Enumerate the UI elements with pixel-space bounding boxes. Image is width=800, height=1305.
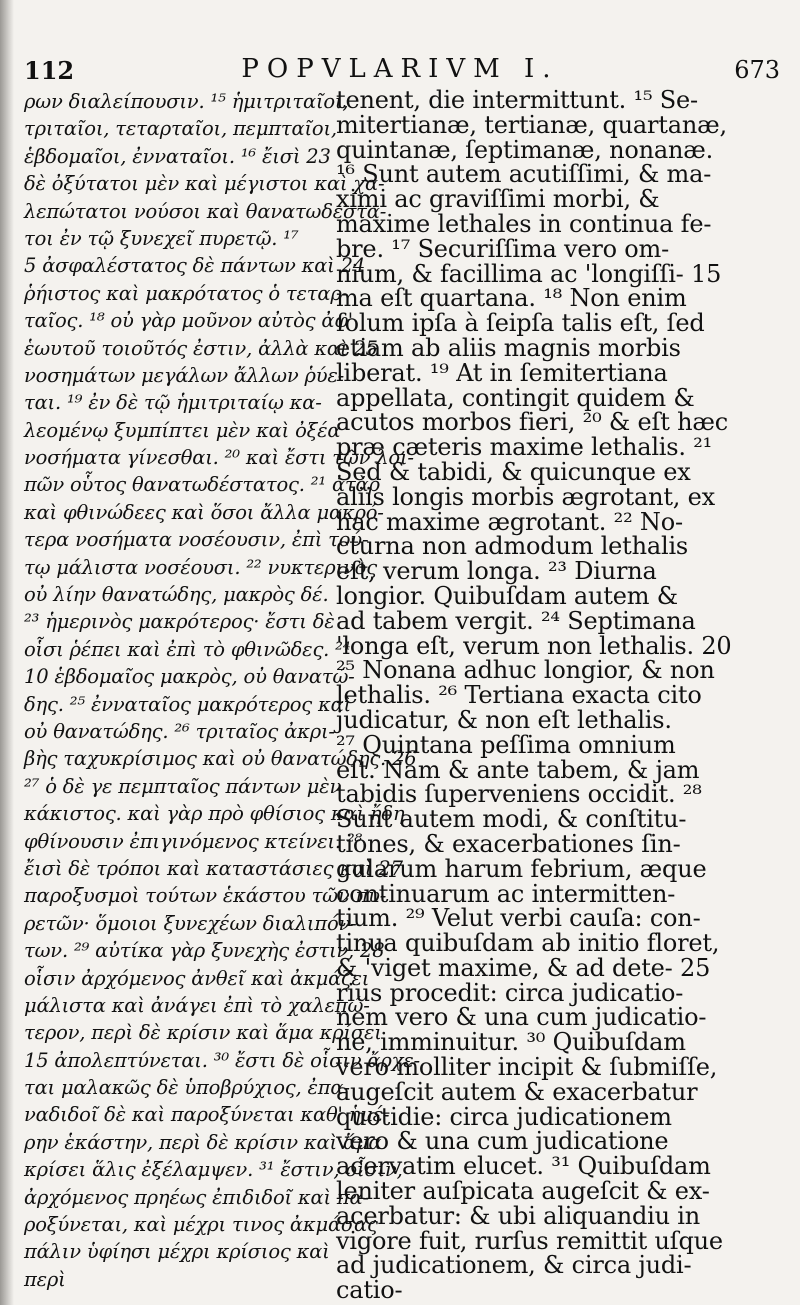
spine-shadow xyxy=(0,0,14,1305)
latin-text-line: acervatim elucet. ³¹ Quibuſdam xyxy=(336,1152,711,1181)
latin-text-line: eſt, verum longa. ²³ Diurna xyxy=(336,557,657,586)
greek-text-line: ἀρχόμενος πρηέως ἐπιδιδοῖ καὶ πα- xyxy=(24,1185,369,1209)
latin-text-line: vigore fuit, rurſus remittit uſque xyxy=(336,1226,723,1255)
latin-text-line: vero & una cum judicatione xyxy=(336,1127,669,1156)
latin-text-line: tiones, & exacerbationes ſin- xyxy=(336,829,681,858)
latin-text-line: catio- xyxy=(336,1276,403,1305)
latin-text-line: ximi ac graviſſimi morbi, & xyxy=(336,185,660,214)
latin-text-line: mitertianæ, tertianæ, quartanæ, xyxy=(336,110,727,139)
greek-text-line: ταῖος. ¹⁸ οὐ γὰρ μοῦνον αὐτὸς ἀφ' xyxy=(24,309,353,333)
latin-text-line: ne, imminuitur. ³⁰ Quibuſdam xyxy=(336,1028,686,1057)
greek-text-line: οὐ θανατώδης. ²⁶ τριταῖος ἀκρι- xyxy=(24,719,335,743)
latin-text-line: ad judicationem, & circa judi- xyxy=(336,1251,692,1280)
greek-text-line: τῳ μάλιστα νοσέουσι. ²² νυκτερινὸς xyxy=(24,555,377,579)
latin-text-line: nium, & facillima ac 'longiſſi- 15 xyxy=(336,259,722,288)
latin-text-line: acerbatur: & ubi aliquandiu in xyxy=(336,1201,701,1230)
greek-text-line: οὐ λίην θανατώδης, μακρὸς δέ. xyxy=(24,583,329,607)
latin-text-line: maxime lethales in continua fe- xyxy=(336,209,712,238)
greek-text-line: καὶ φθινώδεες καὶ ὅσοι ἄλλα μακρό- xyxy=(24,500,384,524)
latin-text-line: Sed & tabidi, & quicunque ex xyxy=(336,457,691,486)
greek-text-line: ρων διαλείπουσιν. ¹⁵ ἡμιτριταῖοι, xyxy=(24,90,349,113)
latin-text-line: nem vero & una cum judicatio- xyxy=(336,1003,707,1032)
greek-text-line: ται. ¹⁹ ἐν δὲ τῷ ἡμιτριταίῳ κα- xyxy=(24,391,322,415)
latin-text-line: augeſcit autem & exacerbatur xyxy=(336,1077,698,1106)
greek-text-line: πάλιν ὑφίησι μέχρι κρίσιος καὶ xyxy=(24,1240,330,1264)
greek-text-line: τριταῖοι, τεταρταῖοι, πεμπταῖοι, xyxy=(24,117,337,141)
greek-text-line: περὶ xyxy=(24,1267,66,1291)
latin-text-line: præ cæteris maxime lethalis. ²¹ xyxy=(336,433,713,462)
latin-text-line: continuarum ac intermitten- xyxy=(336,879,676,908)
latin-text-line: bre. ¹⁷ Securiſſima vero om- xyxy=(336,234,670,263)
greek-text-line: βὴς ταχυκρίσιμος καὶ οὐ θανατώδης. 26 xyxy=(24,747,417,771)
greek-text-line: λεπώτατοι νούσοι καὶ θανατωδέστα- xyxy=(24,199,387,223)
latin-text-line: 'longa eſt, verum non lethalis. 20 xyxy=(336,631,732,660)
page-header xyxy=(0,48,800,88)
greek-text-line: παροξυσμοὶ τούτων ἑκάστου τῶν πυ- xyxy=(24,884,387,908)
latin-text-line: appellata, contingit quidem & xyxy=(336,383,695,412)
left-page-number: 112 xyxy=(24,56,75,85)
latin-text-line: & 'viget maxime, & ad dete- 25 xyxy=(336,953,711,982)
latin-text-line: ſolum ipſa à ſeipſa talis eſt, ſed xyxy=(336,309,705,338)
greek-text-line: 5 ἀσφαλέστατος δὲ πάντων καὶ 24 xyxy=(24,254,366,278)
greek-text-line: οἷσιν ἀρχόμενος ἀνθεῖ καὶ ἀκμάζει xyxy=(24,966,370,990)
latin-text-line: ¹⁶ Sunt autem acutiſſimi, & ma- xyxy=(336,160,712,189)
latin-text-line: ad tabem vergit. ²⁴ Septimana xyxy=(336,606,696,635)
greek-text-line: τερα νοσήματα νοσέουσιν, ἐπὶ τού- xyxy=(24,528,369,552)
latin-text-line: ²⁵ Nonana adhuc longior, & non xyxy=(336,656,715,685)
greek-text-line: 15 ἀπολεπτύνεται. ³⁰ ἔστι δὲ οἷσιν ἄρχε- xyxy=(24,1048,420,1072)
greek-text-line: πῶν οὗτος θανατωδέστατος. ²¹ ἀτὰρ xyxy=(24,473,380,497)
greek-text-line: τερον, περὶ δὲ κρίσιν καὶ ἅμα κρίσει xyxy=(24,1021,382,1045)
latin-text-line: Sunt autem modi, & conſtitu- xyxy=(336,805,687,834)
latin-text-line: eſt. Nam & ante tabem, & jam xyxy=(336,755,700,784)
latin-text-line: judicatur, & non eſt lethalis. xyxy=(336,705,672,734)
latin-text-line: leniter auſpicata augeſcit & ex- xyxy=(336,1177,710,1206)
greek-text-line: ρην ἑκάστην, περὶ δὲ κρίσιν καὶ ἅμα xyxy=(24,1130,382,1154)
greek-text-line: 10 ἑβδομαῖος μακρὸς, οὐ θανατώ- xyxy=(24,665,355,689)
greek-text-line: ροξύνεται, καὶ μέχρι τινος ἀκμάσας xyxy=(24,1213,378,1237)
latin-text-line: quintanæ, ſeptimanæ, nonanæ. xyxy=(336,135,714,164)
latin-text-line: tium. ²⁹ Velut verbi cauſa: con- xyxy=(336,904,701,933)
latin-text-line: lethalis. ²⁶ Tertiana exacta cito xyxy=(336,681,702,710)
running-title: POPVLARIVM I. xyxy=(241,54,559,84)
latin-text-line: tenent, die intermittunt. ¹⁵ Se- xyxy=(336,86,698,114)
latin-text-line: longior. Quibuſdam autem & xyxy=(336,581,678,610)
latin-text-line: ²⁷ Quintana peſſima omnium xyxy=(336,730,676,759)
latin-text-line: rius procedit: circa judicatio- xyxy=(336,978,684,1007)
greek-text-line: κρίσει ἅλις ἐξέλαμψεν. ³¹ ἔστιν, οἷσιν, xyxy=(24,1158,403,1182)
greek-text-line: ται μαλακῶς δὲ ὑποβρύχιος, ἐπα- xyxy=(24,1076,350,1100)
greek-text-line: μάλιστα καὶ ἀνάγει ἐπὶ τὸ χαλεπώ- xyxy=(24,993,370,1017)
greek-text-line: νοσημάτων μεγάλων ἄλλων ῥύε- xyxy=(24,363,345,387)
latin-text-line: tinua quibuſdam ab initio floret, xyxy=(336,929,720,958)
greek-text-line: ἑβδομαῖοι, ἐνναταῖοι. ¹⁶ ἔισὶ 23 xyxy=(24,144,331,168)
latin-text-line: hac maxime ægrotant. ²² No- xyxy=(336,507,683,536)
greek-text-line: νοσήματα γίνεσθαι. ²⁰ καὶ ἔστι τῶν λοι- xyxy=(24,446,414,470)
greek-text-line: ναδιδοῖ δὲ καὶ παροξύνεται καθ' ἡμέ- xyxy=(24,1103,390,1127)
greek-text-line: ἑωυτοῦ τοιοῦτός ἐστιν, ἀλλὰ καὶ 25 xyxy=(24,336,378,360)
latin-text-line: liberat. ¹⁹ At in ſemitertiana xyxy=(336,358,668,387)
greek-text-line: ²³ ἡμερινὸς μακρότερος· ἔστι δὲ xyxy=(24,610,335,634)
greek-text-line: των. ²⁹ αὐτίκα γὰρ ξυνεχὴς ἐστιν, 28 xyxy=(24,939,385,963)
latin-text-line: etiam ab aliis magnis morbis xyxy=(336,333,681,362)
latin-text-line: vero molliter incipit & ſubmiſſe, xyxy=(336,1053,718,1082)
greek-text-line: δὲ ὀξύτατοι μὲν καὶ μέγιστοι καὶ χα- xyxy=(24,172,385,196)
latin-text-line: gularum harum febrium, æque xyxy=(336,854,707,883)
greek-text-line: τοι ἐν τῷ ξυνεχεῖ πυρετῷ. ¹⁷ xyxy=(24,226,299,250)
greek-text-line: ἔισὶ δὲ τρόποι καὶ καταστάσιες καὶ 27 xyxy=(24,856,403,880)
latin-text-line: ma eſt quartana. ¹⁸ Non enim xyxy=(336,284,687,313)
greek-text-line: δης. ²⁵ ἐνναταῖος μακρότερος καὶ xyxy=(24,692,351,716)
latin-text-line: cturna non admodum lethalis xyxy=(336,532,689,561)
greek-text-line: ῥήιστος καὶ μακρότατος ὁ τεταρ- xyxy=(24,281,348,305)
greek-text-line: λεομένῳ ξυμπίπτει μὲν καὶ ὀξέα xyxy=(24,418,341,442)
greek-text-line: ρετῶν· ὅμοιοι ξυνεχέων διαλιπόν- xyxy=(24,911,357,935)
greek-text-line: κάκιστος. καὶ γὰρ πρὸ φθίσιος καὶ ἤδη xyxy=(24,802,405,826)
greek-text-line: ²⁷ ὁ δὲ γε πεμπταῖος πάντων μὲν xyxy=(24,774,342,798)
latin-text-line: quotidie: circa judicationem xyxy=(336,1102,672,1131)
latin-text-line: acutos morbos fieri, ²⁰ & eſt hæc xyxy=(336,408,728,437)
latin-text-line: tabidis ſuperveniens occidit. ²⁸ xyxy=(336,780,702,809)
greek-text-line: φθίνουσιν ἐπιγινόμενος κτείνει. ²⁸ xyxy=(24,829,363,853)
right-page-number: 673 xyxy=(734,56,780,84)
latin-text-column xyxy=(336,88,758,1303)
latin-text-line: aliis longis morbis ægrotant, ex xyxy=(336,482,716,511)
greek-text-line: οἷσι ῥέπει καὶ ἐπὶ τὸ φθινῶδες. ²⁴ xyxy=(24,637,351,661)
